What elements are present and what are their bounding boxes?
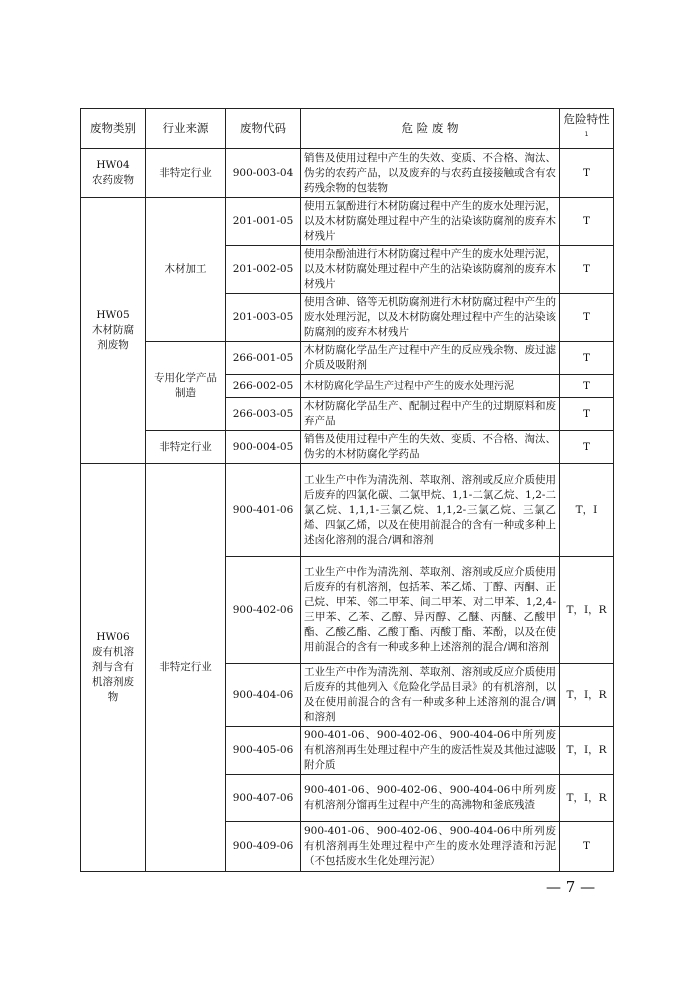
- hazard-cell: T: [560, 342, 614, 375]
- description-cell: 销售及使用过程中产生的失效、变质、不合格、淘汰、伪劣的木材防腐化学药品: [301, 431, 560, 464]
- code-cell: 201-002-05: [226, 246, 301, 294]
- hazardous-waste-table: [80, 108, 614, 872]
- description-cell: 使用杂酚油进行木材防腐过程中产生的废水处理污泥，以及木材防腐处理过程中产生的沾染该防腐剂的废弃木材残片: [301, 246, 560, 294]
- header-hazard-footnote: 1: [584, 131, 589, 139]
- description-cell: 工业生产中作为清洗剂、萃取剂、溶剂或反应介质使用后废弃的四氯化碳、二氯甲烷、1,1-二氯乙烷、1,2-二氯乙烷、1,1,1-三氯乙烷、1,1,2-三氯乙烷、三氯乙烯、四氯乙烯，以及在使用前混合的含有一种或多种上述卤化溶剂的混合/调和溶剂: [301, 464, 560, 557]
- header-hazard: [560, 109, 614, 149]
- category-cell: HW05 木材防腐 剂废物: [81, 198, 146, 464]
- code-cell: 266-002-05: [226, 375, 301, 398]
- hazard-cell: T: [560, 431, 614, 464]
- hazard-cell: T: [560, 294, 614, 342]
- description-cell: 900-401-06、900-402-06、900-404-06中所列废有机溶剂再生处理过程中产生的废水处理浮渣和污泥（不包括废水生化处理污泥）: [301, 822, 560, 872]
- header-hazard-label: 危险特性: [563, 112, 610, 127]
- description-cell: 销售及使用过程中产生的失效、变质、不合格、淘汰、伪劣的农药产品，以及废弃的与农药直接接触或含有农药残余物的包装物: [301, 149, 560, 198]
- description-cell: 900-401-06、900-402-06、900-404-06中所列废有机溶剂分馏再生过程中产生的高沸物和釜底残渣: [301, 775, 560, 822]
- description-cell: 工业生产中作为清洗剂、萃取剂、溶剂或反应介质使用后废弃的其他列入《危险化学品目录》的有机溶剂，以及在使用前混合的含有一种或多种上述溶剂的混合/调和溶剂: [301, 664, 560, 727]
- code-cell: 266-003-05: [226, 398, 301, 431]
- table-row: [81, 198, 614, 246]
- source-cell: 非特定行业: [146, 464, 226, 872]
- source-cell: 木材加工: [146, 198, 226, 342]
- category-cell: HW06 废有机溶 剂与含有 机溶剂废 物: [81, 464, 146, 872]
- page-number: — 7 —: [546, 878, 596, 896]
- source-cell: 非特定行业: [146, 149, 226, 198]
- header-code: 废物代码: [226, 109, 301, 149]
- hazard-cell: T，I: [560, 464, 614, 557]
- hazard-cell: T，I，R: [560, 557, 614, 664]
- code-cell: 900-409-06: [226, 822, 301, 872]
- code-cell: 201-001-05: [226, 198, 301, 246]
- description-cell: 工业生产中作为清洗剂、萃取剂、溶剂或反应介质使用后废弃的有机溶剂，包括苯、苯乙烯、丁醇、丙酮、正己烷、甲苯、邻二甲苯、间二甲苯、对二甲苯、1,2,4-三甲苯、乙苯、乙醇、异丙醇、乙醚、丙醚、乙酸甲酯、乙酸乙酯、乙酸丁酯、丙酸丁酯、苯酚，以及在使用前混合的含有一种或多种上述溶剂的混合/调和溶剂: [301, 557, 560, 664]
- table-header-row: [81, 109, 614, 149]
- hazard-cell: T: [560, 246, 614, 294]
- code-cell: 900-004-05: [226, 431, 301, 464]
- code-cell: 900-404-06: [226, 664, 301, 727]
- header-source: 行业来源: [146, 109, 226, 149]
- source-cell: 非特定行业: [146, 431, 226, 464]
- table-row: [81, 149, 614, 198]
- hazard-cell: T: [560, 822, 614, 872]
- hazard-cell: T: [560, 398, 614, 431]
- description-cell: 木材防腐化学品生产过程中产生的反应残余物、废过滤介质及吸附剂: [301, 342, 560, 375]
- code-cell: 900-402-06: [226, 557, 301, 664]
- code-cell: 900-003-04: [226, 149, 301, 198]
- description-cell: 使用五氯酚进行木材防腐过程中产生的废水处理污泥，以及木材防腐处理过程中产生的沾染该防腐剂的废弃木材残片: [301, 198, 560, 246]
- code-cell: 266-001-05: [226, 342, 301, 375]
- hazard-cell: T: [560, 375, 614, 398]
- hazard-cell: T: [560, 198, 614, 246]
- code-cell: 900-405-06: [226, 727, 301, 775]
- code-cell: 900-407-06: [226, 775, 301, 822]
- header-category: 废物类别: [81, 109, 146, 149]
- description-cell: 900-401-06、900-402-06、900-404-06中所列废有机溶剂再生处理过程中产生的废活性炭及其他过滤吸附介质: [301, 727, 560, 775]
- table-row: [81, 464, 614, 557]
- hazard-cell: T: [560, 149, 614, 198]
- description-cell: 使用含砷、铬等无机防腐剂进行木材防腐过程中产生的废水处理污泥，以及木材防腐处理过程中产生的沾染该防腐剂的废弃木材残片: [301, 294, 560, 342]
- table-row: [81, 431, 614, 464]
- category-cell: HW04 农药废物: [81, 149, 146, 198]
- hazard-cell: T，I，R: [560, 727, 614, 775]
- code-cell: 201-003-05: [226, 294, 301, 342]
- code-cell: 900-401-06: [226, 464, 301, 557]
- table-row: [81, 342, 614, 375]
- header-waste: 危 险 废 物: [301, 109, 560, 149]
- description-cell: 木材防腐化学品生产、配制过程中产生的过期原料和废弃产品: [301, 398, 560, 431]
- source-cell: 专用化学产品 制造: [146, 342, 226, 431]
- hazard-cell: T，I，R: [560, 775, 614, 822]
- description-cell: 木材防腐化学品生产过程中产生的废水处理污泥: [301, 375, 560, 398]
- hazard-cell: T，I，R: [560, 664, 614, 727]
